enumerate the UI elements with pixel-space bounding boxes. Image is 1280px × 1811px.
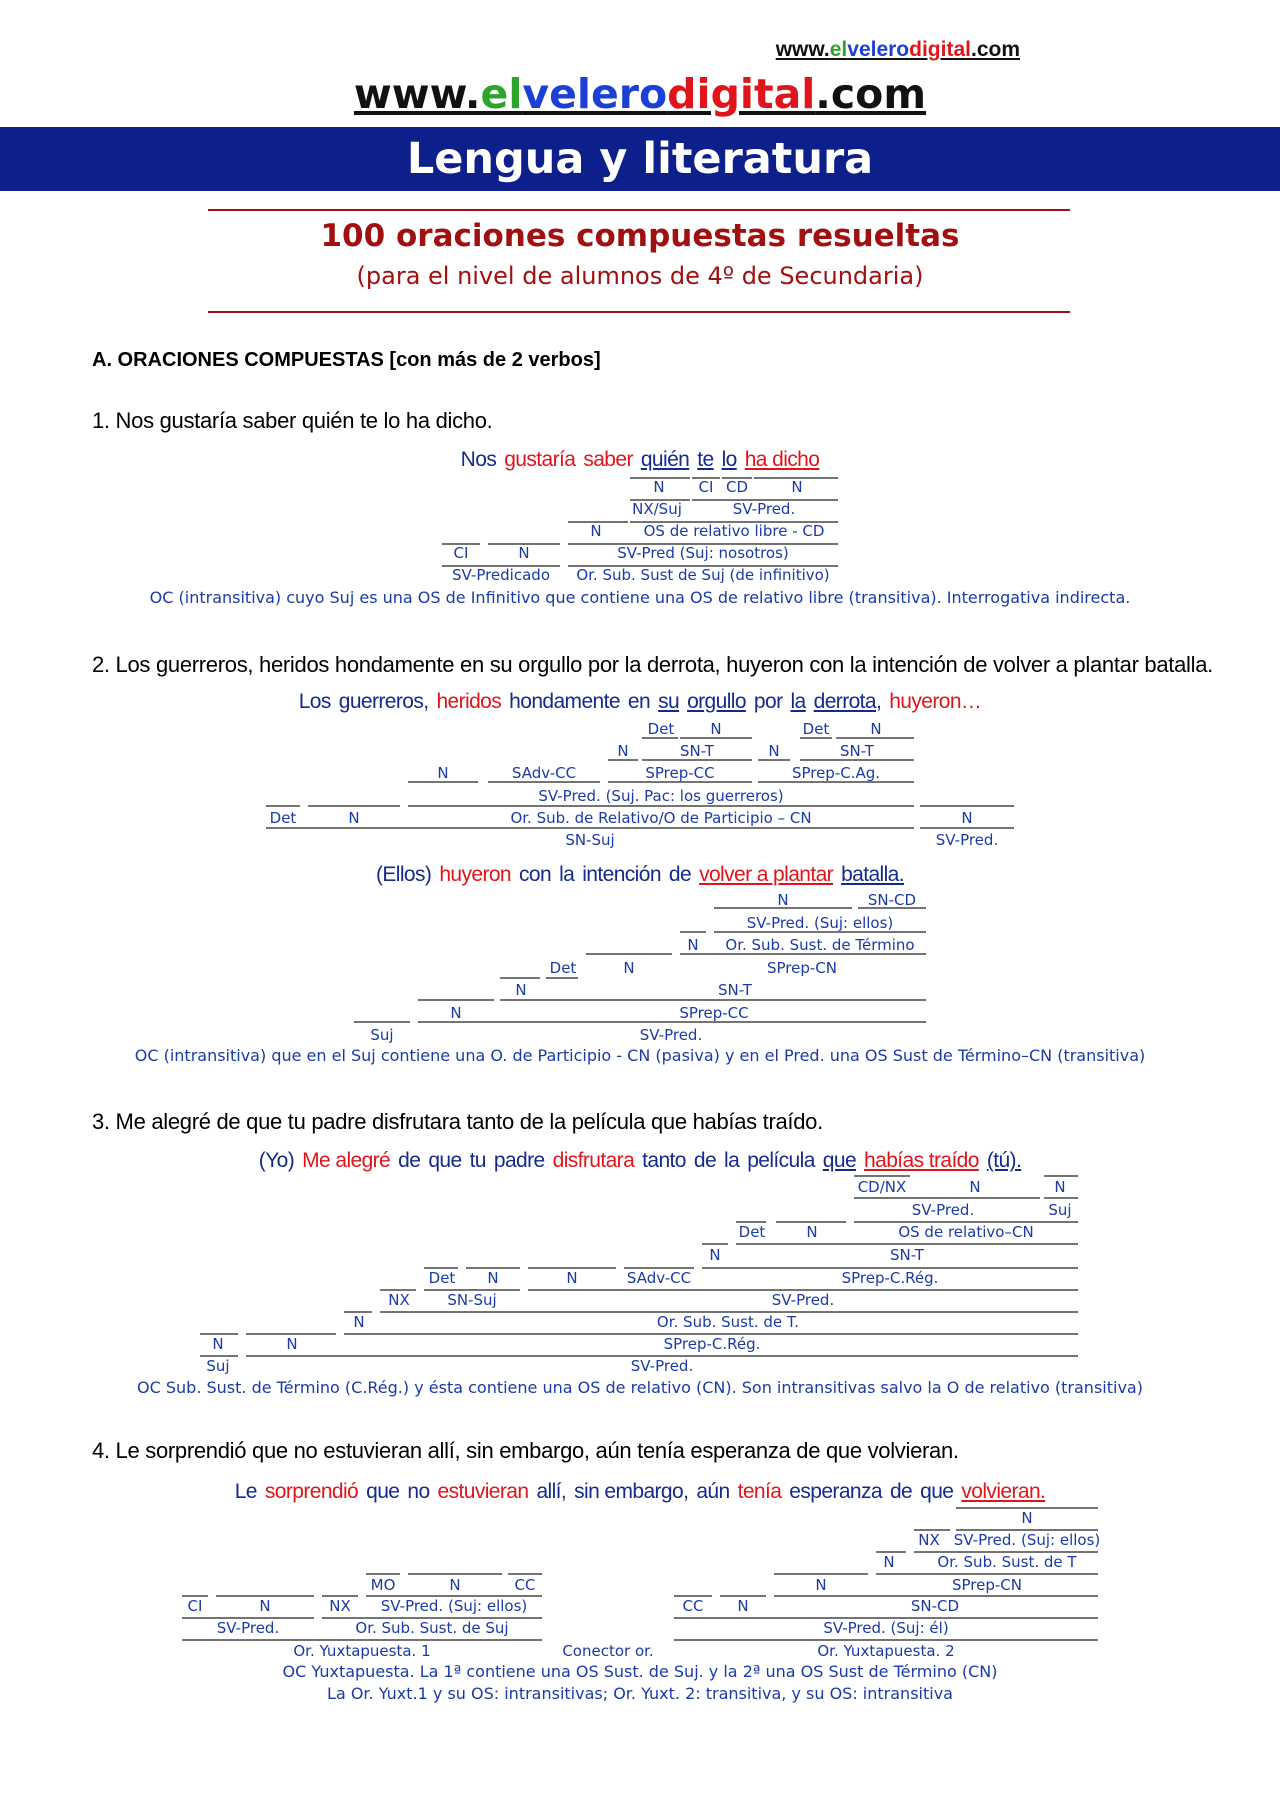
ex4-label: N: [1021, 1509, 1033, 1527]
ex3-label: Det: [738, 1223, 766, 1241]
ex4-label: N: [883, 1553, 895, 1571]
ex2a-label: SV-Pred. (Suj. Pac: los guerreros): [538, 787, 784, 805]
ex1-label: CI: [698, 478, 714, 496]
ex1-label: NX/Suj: [632, 500, 682, 518]
ex2a-label: SAdv-CC: [511, 764, 577, 782]
ex3-label: N: [969, 1178, 981, 1196]
ex2a-label: N: [617, 742, 629, 760]
ex3-label: SN-Suj: [447, 1291, 497, 1309]
ex1-label: N: [791, 478, 803, 496]
ex3-label: Suj: [1048, 1201, 1072, 1219]
ex2a-label: SV-Pred.: [935, 831, 999, 849]
ex2b-label: N: [450, 1004, 462, 1022]
ex3-label: SAdv-CC: [626, 1269, 692, 1287]
exercise-2-sentence-a: Los guerreros, heridos hondamente en su orgullo por la derrota, huyeron…: [298, 690, 982, 713]
exercise-1-question: 1. Nos gustaría saber quién te lo ha dicho.: [92, 408, 493, 433]
ex2a-label: N: [870, 720, 882, 738]
ex1-label: SV-Predicado: [452, 566, 550, 584]
ex4-label: N: [737, 1597, 749, 1615]
ex3-label: N: [1054, 1178, 1066, 1196]
exercise-3-note: OC Sub. Sust. de Término (C.Rég.) y ésta contiene una OS de relativo (CN). Son intransitivas salvo la O de relativo (transitiva): [137, 1378, 1143, 1397]
ex3-label: N: [286, 1335, 298, 1353]
ex3-label: SPrep-C.Rég.: [841, 1269, 939, 1287]
ex2a-label: SN-T: [840, 742, 874, 760]
exercise-2-question: 2. Los guerreros, heridos hondamente en su orgullo por la derrota, huyeron con la intención de volver a plantar batalla.: [92, 652, 1213, 677]
ex2b-label: Suj: [370, 1026, 394, 1044]
ex4-label: SPrep-CN: [952, 1576, 1022, 1594]
ex4-label: N: [259, 1597, 271, 1615]
ex2a-label: N: [768, 742, 780, 760]
ex1-label: CD: [725, 478, 749, 496]
ex4-label: SN-CD: [910, 1597, 960, 1615]
exercise-1-sentence: Nos gustaría saber quién te lo ha dicho: [460, 448, 820, 471]
ex4-label: Conector or.: [562, 1642, 654, 1660]
ex2a-label: N: [710, 720, 722, 738]
ex4-label: Or. Sub. Sust. de T: [937, 1553, 1077, 1571]
document-subtitle: (para el nivel de alumnos de 4º de Secundaria): [356, 262, 924, 290]
ex2b-label: N: [687, 936, 699, 954]
ex1-label: SV-Pred.: [732, 500, 796, 518]
section-heading: A. ORACIONES COMPUESTAS [con más de 2 verbos]: [92, 349, 601, 371]
ex3-label: CD/NX: [857, 1178, 907, 1196]
ex2b-label: SPrep-CC: [679, 1004, 749, 1022]
ex2a-label: Or. Sub. de Relativo/O de Participio – CN: [510, 809, 812, 827]
ex3-label: N: [709, 1246, 721, 1264]
exercise-3-question: 3. Me alegré de que tu padre disfrutara tanto de la película que habías traído.: [92, 1109, 823, 1134]
ex2a-label: N: [961, 809, 973, 827]
ex2a-label: N: [348, 809, 360, 827]
ex3-label: SV-Pred.: [630, 1357, 694, 1375]
ex2b-label: Or. Sub. Sust. de Término: [725, 936, 915, 954]
ex2a-label: Det: [269, 809, 297, 827]
ex4-label: SV-Pred. (Suj: ellos): [953, 1531, 1101, 1549]
exercise-4-note-2: La Or. Yuxt.1 y su OS: intransitivas; Or. Yuxt. 2: transitiva, y su OS: intransitiva: [327, 1684, 953, 1703]
ex3-label: N: [212, 1335, 224, 1353]
exercise-4-question: 4. Le sorprendió que no estuvieran allí, sin embargo, aún tenía esperanza de que volvieran.: [92, 1438, 959, 1463]
ex1-label: N: [653, 478, 665, 496]
ex3-label: SV-Pred.: [771, 1291, 835, 1309]
ex4-label: NX: [918, 1531, 940, 1549]
ex2b-label: Det: [549, 959, 577, 977]
ex2b-label: SV-Pred. (Suj: ellos): [746, 914, 894, 932]
ex2a-label: SPrep-C.Ag.: [791, 764, 881, 782]
ex1-label: N: [590, 522, 602, 540]
ex1-label: N: [518, 544, 530, 562]
ex2a-label: Det: [647, 720, 675, 738]
header-url-small[interactable]: www.elvelerodigital.com: [775, 38, 1020, 61]
header-url-logo[interactable]: www.elvelerodigital.com: [353, 70, 927, 118]
ex4-label: Or. Yuxtapuesta. 2: [817, 1642, 955, 1660]
ex3-label: Suj: [206, 1357, 230, 1375]
exercise-4-sentence: Le sorprendió que no estuvieran allí, sin embargo, aún tenía esperanza de que volvieran.: [234, 1480, 1046, 1503]
ex4-label: N: [815, 1576, 827, 1594]
ex4-label: SV-Pred.: [216, 1619, 280, 1637]
ex2b-label: SV-Pred.: [639, 1026, 703, 1044]
exercise-3-sentence: (Yo) Me alegré de que tu padre disfrutara tanto de la película que habías traído (tú).: [258, 1149, 1022, 1172]
ex2b-label: SN-CD: [867, 891, 917, 909]
ex1-label: Or. Sub. Sust de Suj (de infinitivo): [576, 566, 830, 584]
document-title: 100 oraciones compuestas resueltas: [320, 218, 960, 254]
ex4-label: CC: [514, 1576, 536, 1594]
ex3-label: N: [353, 1313, 365, 1331]
ex4-label: SV-Pred. (Suj: ellos): [380, 1597, 528, 1615]
ex3-label: SV-Pred.: [911, 1201, 975, 1219]
ex4-label: MO: [370, 1576, 396, 1594]
ex2b-label: N: [777, 891, 789, 909]
ex4-label: Or. Yuxtapuesta. 1: [293, 1642, 431, 1660]
exercise-4-note-1: OC Yuxtapuesta. La 1ª contiene una OS Sust. de Suj. y la 2ª una OS Sust de Término (CN): [282, 1662, 998, 1681]
ex2b-label: N: [515, 981, 527, 999]
ex3-label: OS de relativo–CN: [898, 1223, 1034, 1241]
ex2a-label: SN-T: [680, 742, 714, 760]
ex3-label: N: [487, 1269, 499, 1287]
exercise-2-sentence-b: (Ellos) huyeron con la intención de volver a plantar batalla.: [376, 863, 904, 886]
ex2a-label: Det: [802, 720, 830, 738]
ex4-label: Or. Sub. Sust. de Suj: [355, 1619, 509, 1637]
ex4-label: SV-Pred. (Suj: él): [823, 1619, 949, 1637]
ex3-label: SN-T: [890, 1246, 924, 1264]
ex2b-label: SN-T: [718, 981, 752, 999]
exercise-1-note: OC (intransitiva) cuyo Suj es una OS de Infinitivo que contiene una OS de relativo libre (transitiva). Interrogativa indirecta.: [149, 588, 1131, 607]
ex2a-label: SPrep-CC: [645, 764, 715, 782]
ex4-label: CI: [187, 1597, 203, 1615]
ex2a-label: SN-Suj: [565, 831, 615, 849]
ex1-label: SV-Pred (Suj: nosotros): [617, 544, 789, 562]
ex3-label: N: [566, 1269, 578, 1287]
ex4-label: N: [449, 1576, 461, 1594]
ex4-label: NX: [329, 1597, 351, 1615]
ex4-label: CC: [682, 1597, 704, 1615]
subject-banner: Lengua y literatura: [0, 127, 1280, 191]
exercise-2-note: OC (intransitiva) que en el Suj contiene una O. de Participio - CN (pasiva) y en el Pred. una OS Sust de Término–CN (transitiva): [134, 1046, 1146, 1065]
ex2b-label: N: [623, 959, 635, 977]
ex1-label: OS de relativo libre - CD: [643, 522, 825, 540]
ex3-label: SPrep-C.Rég.: [663, 1335, 761, 1353]
ex3-label: Det: [428, 1269, 456, 1287]
ex4-lines: [182, 1508, 1098, 1640]
ex3-label: N: [806, 1223, 818, 1241]
ex2a-label: N: [437, 764, 449, 782]
ex3-label: NX: [388, 1291, 410, 1309]
ex2b-label: SPrep-CN: [767, 959, 837, 977]
ex1-label: CI: [453, 544, 469, 562]
ex3-label: Or. Sub. Sust. de T.: [656, 1313, 800, 1331]
